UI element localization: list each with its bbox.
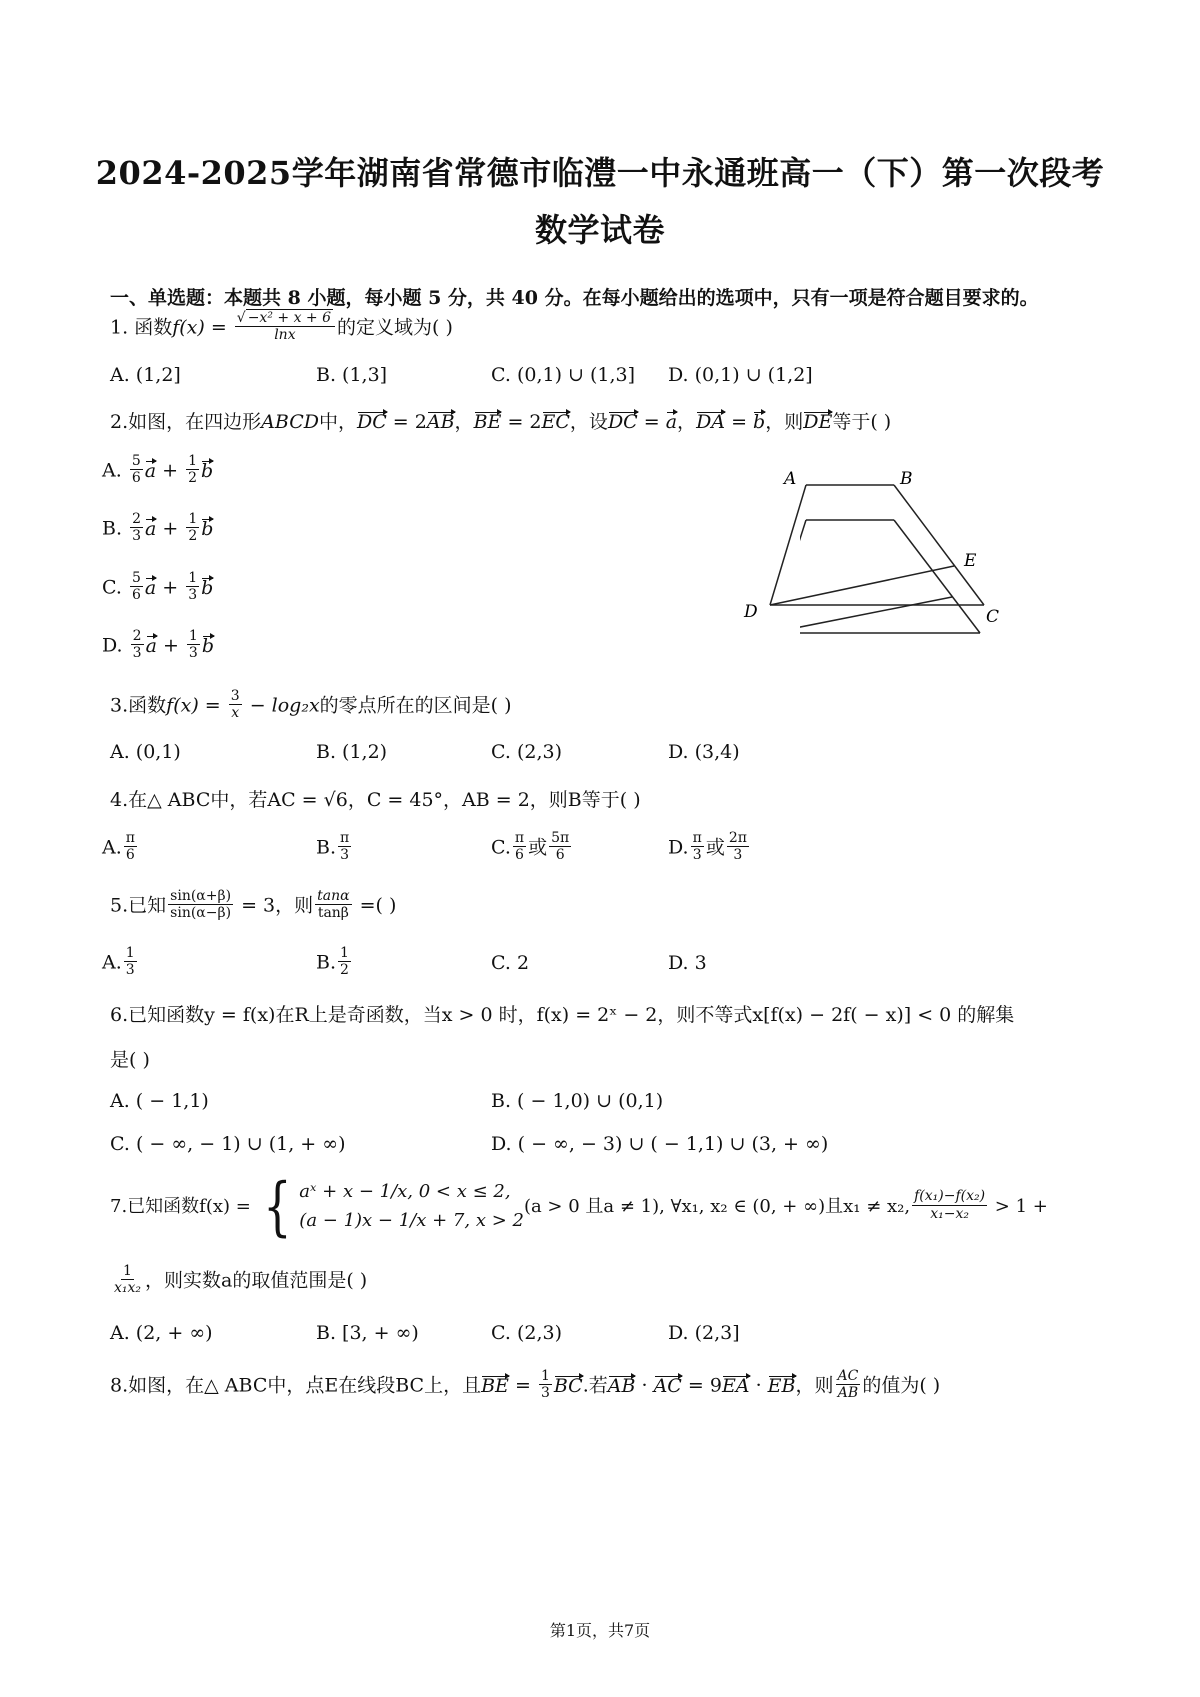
label-e: E <box>964 551 977 571</box>
question-7-line2: $\frac{1}{\text{x₁x₂}}$ ，则实数a的取值范围是( ) <box>114 1263 368 1297</box>
q5-option-b[interactable]: B. $\frac{1}{2}$ <box>316 945 349 979</box>
q2-option-c[interactable]: C. $\frac{5}{6}$ a + $\frac{1}{3}$ b <box>102 570 214 604</box>
q2-option-d[interactable]: D. $\frac{2}{3}$ a + $\frac{1}{3}$ b <box>102 628 214 662</box>
q7-option-b[interactable]: B. [3, + ∞) <box>316 1322 419 1344</box>
q4-option-c[interactable]: C. $\frac{\pi}{6}$ 或 $\frac{5\pi}{6}$ <box>491 830 570 864</box>
question-7: 7.已知函数f(x) = { aˣ + x − 1/x, 0 < x ≤ 2, (a − 1)x − 1/x + 7, x > 2 (a > 0 且a ≠ 1), ∀x₁, x₂ ∈ (0, + ∞)且x₁ ≠ x₂, $\frac{\text{f(x₁)−f(x₂)}}{\text{x₁−x₂}}$ > 1 + <box>110 1170 1048 1244</box>
q3-option-d[interactable]: D. (3,4) <box>668 741 740 763</box>
q6-option-a[interactable]: A. ( − 1,1) <box>110 1090 209 1112</box>
q4-option-d[interactable]: D. $\frac{\pi}{3}$ 或 $\frac{2\pi}{3}$ <box>668 830 747 864</box>
q7-option-a[interactable]: A. (2, + ∞) <box>110 1322 213 1344</box>
q3-option-c[interactable]: C. (2,3) <box>491 741 562 763</box>
q1-option-d[interactable]: D. (0,1) ∪ (1,2] <box>668 364 813 386</box>
q6-option-d[interactable]: D. ( − ∞, − 3) ∪ ( − 1,1) ∪ (3, + ∞) <box>491 1133 829 1155</box>
label-b: B <box>900 469 913 489</box>
question-5: 5.已知 $\frac{\sin(\alpha+\beta)}{\sin(\alpha-\beta)}$ = 3，则 $\frac{\tan\alpha}{\tan\beta}$ =( ) <box>110 888 397 922</box>
exam-title-line2: 数学试卷 <box>534 211 665 249</box>
q3-option-b[interactable]: B. (1,2) <box>316 741 388 763</box>
question-1: 1. 函数f(x) = $\frac{\text{√ −x² + x + 6}}{\ln x}$ 的定义域为( ) <box>110 310 453 344</box>
question-8: 8.如图，在△ ABC中，点E在线段BC上，且BE = $\frac{1}{3}$ BC.若AB · AC = 9EA · EB，则 $\frac{AC}{AB}$ 的值为( ) <box>110 1368 941 1402</box>
page-footer: 第1页，共7页 <box>549 1621 651 1640</box>
q1-option-a[interactable]: A. (1,2] <box>110 364 181 386</box>
q1-fraction: $\frac{\text{√ −x² + x + 6}}{\ln x}$ <box>235 310 335 343</box>
label-c: C <box>986 607 1000 627</box>
section-heading: 一、单选题：本题共 8 小题，每小题 5 分，共 40 分。在每小题给出的选项中，只有一项是符合题目要求的。 <box>110 287 1039 309</box>
q2-option-b[interactable]: B. $\frac{2}{3}$ a + $\frac{1}{2}$ b <box>102 511 214 545</box>
q1-option-c[interactable]: C. (0,1) ∪ (1,3] <box>491 364 636 386</box>
q5-option-a[interactable]: A. $\frac{1}{3}$ <box>102 945 135 979</box>
question-6-line1: 6.已知函数y = f(x)在R上是奇函数，当x > 0 时，f(x) = 2ˣ − 2，则不等式x[f(x) − 2f( − x)] < 0 的解集 <box>110 1004 1015 1026</box>
quadrilateral-labels <box>740 460 1030 630</box>
q5-option-c[interactable]: C. 2 <box>491 952 530 974</box>
q3-option-a[interactable]: A. (0,1) <box>110 741 181 763</box>
question-4: 4.在△ ABC中，若AC = √6，C = 45°，AB = 2，则B等于( ) <box>110 789 641 811</box>
label-d: D <box>744 602 758 622</box>
question-3: 3.函数f(x) = $\frac{3}{x}$ − log₂x的零点所在的区间是( ) <box>110 688 512 722</box>
q1-option-b[interactable]: B. (1,3] <box>316 364 388 386</box>
q7-option-c[interactable]: C. (2,3) <box>491 1322 562 1344</box>
question-2: 2.如图，在四边形ABCD中，DC = 2AB，BE = 2EC，设DC = a，DA = b，则DE等于( ) <box>110 411 892 433</box>
q7-option-d[interactable]: D. (2,3] <box>668 1322 740 1344</box>
label-a: A <box>784 469 797 489</box>
q6-option-b[interactable]: B. ( − 1,0) ∪ (0,1) <box>491 1090 664 1112</box>
q5-option-d[interactable]: D. 3 <box>668 952 707 974</box>
question-6-line2: 是( ) <box>110 1049 150 1071</box>
exam-title-line1: 2024-2025学年湖南省常德市临澧一中永通班高一（下）第一次段考 <box>95 154 1105 192</box>
q4-option-a[interactable]: A. $\frac{\pi}{6}$ <box>102 830 135 864</box>
q2-option-a[interactable]: A. $\frac{5}{6}$ a + $\frac{1}{2}$ b <box>102 453 214 487</box>
q4-option-b[interactable]: B. $\frac{\pi}{3}$ <box>316 830 350 864</box>
q6-option-c[interactable]: C. ( − ∞, − 1) ∪ (1, + ∞) <box>110 1133 346 1155</box>
